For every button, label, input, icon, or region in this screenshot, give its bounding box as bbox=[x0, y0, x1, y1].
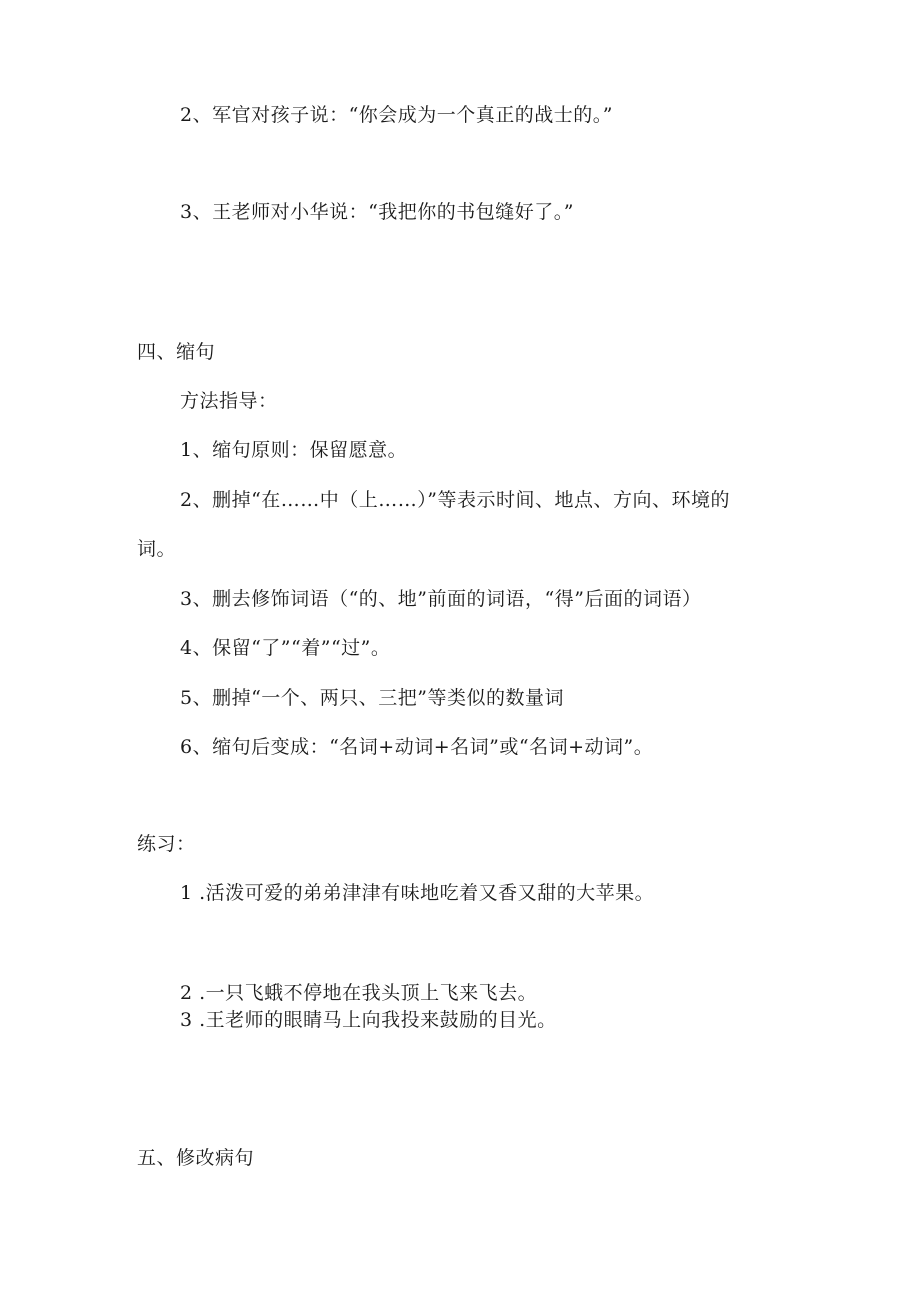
exercise-item-3: 3、王老师对小华说：“我把你的书包缝好了。” bbox=[180, 201, 575, 223]
practice-item-3: 3 .王老师的眼睛马上向我投来鼓励的目光。 bbox=[180, 1009, 557, 1031]
rule-item-5: 5、删掉“一个、两只、三把”等类似的数量词 bbox=[180, 687, 565, 709]
rule-item-2: 2、删掉“在……中（上……）”等表示时间、地点、方向、环境的 bbox=[180, 489, 731, 511]
section-heading-fix-sentences: 五、修改病句 bbox=[137, 1147, 255, 1169]
method-label: 方法指导： bbox=[180, 390, 278, 412]
rule-item-1: 1、缩句原则：保留愿意。 bbox=[180, 439, 408, 461]
rule-item-2-continued: 词。 bbox=[137, 538, 177, 560]
rule-item-6: 6、缩句后变成：“名词+动词+名词”或“名词+动词”。 bbox=[180, 736, 654, 758]
practice-label: 练习： bbox=[137, 833, 196, 855]
practice-item-1: 1 .活泼可爱的弟弟津津有味地吃着又香又甜的大苹果。 bbox=[180, 882, 655, 904]
practice-item-2: 2 .一只飞蛾不停地在我头顶上飞来飞去。 bbox=[180, 982, 538, 1004]
rule-item-3: 3、删去修饰词语（“的、地”前面的词语，“得”后面的词语） bbox=[180, 588, 702, 610]
exercise-item-2: 2、军官对孩子说：“你会成为一个真正的战士的。” bbox=[180, 104, 614, 126]
rule-item-4: 4、保留“了”“着”“过”。 bbox=[180, 637, 391, 659]
section-heading-condense: 四、缩句 bbox=[137, 341, 216, 363]
